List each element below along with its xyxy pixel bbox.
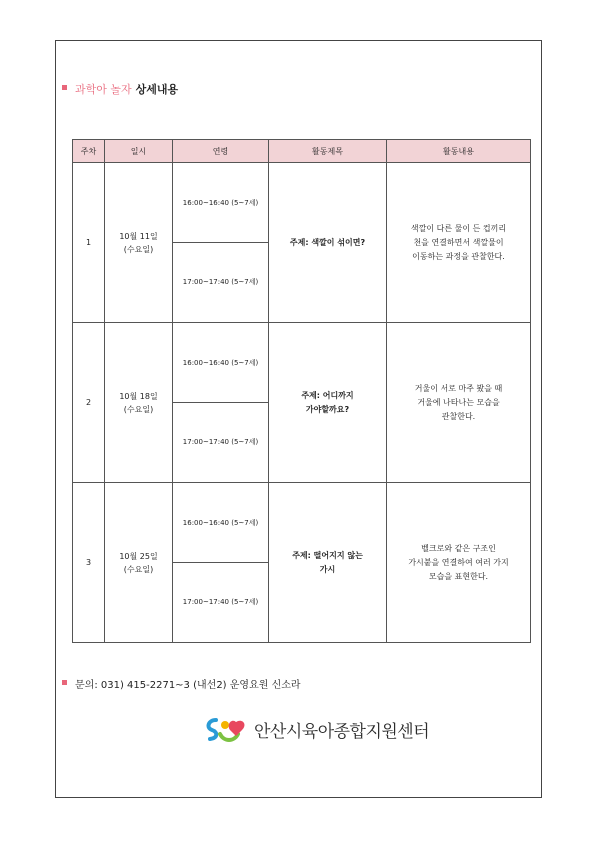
header-age: 연령 [173,140,269,163]
activity-title-cell [269,483,387,643]
activity-title-cell [269,163,387,323]
header-week: 주차 [73,140,105,163]
table-row [73,163,531,323]
heading-bold: 상세내용 [135,83,179,96]
table-row [73,483,531,643]
day-text: (수요일) [123,564,154,574]
activity-content-line: 거울에 나타나는 모습을 [417,397,500,407]
time-slot: 17:00~17:40 (5~7세) [182,438,259,446]
time-slot: 16:00~16:40 (5~7세) [173,164,268,243]
activity-title-line: 주제: 어디까지 [301,390,354,400]
header-content: 활동내용 [387,140,531,163]
date-cell [105,323,173,483]
activity-content-line: 가시붙을 연결하여 여러 가지 [408,557,509,567]
time-cell [173,483,269,643]
heading-light: 과학아 놀자 [75,83,132,96]
heading-bullet [62,85,67,90]
activity-content-cell [387,323,531,483]
date-cell [105,163,173,323]
date-text: 10월 18일 [119,391,158,401]
table-header-row [73,140,531,163]
activity-content-cell [387,163,531,323]
activity-content-line: 벨크로와 같은 구조인 [421,543,496,553]
date-text: 10월 25일 [119,551,158,561]
activity-content-line: 색깔이 다른 물이 든 컵끼리 [410,223,507,233]
day-text: (수요일) [123,404,154,414]
header-date: 일시 [105,140,173,163]
activity-content-cell [387,483,531,643]
time-cell [173,323,269,483]
header-title: 활동제목 [269,140,387,163]
activity-content-line: 관찰한다. [441,411,476,421]
activity-content-line: 거울이 서로 마주 봤을 때 [414,383,503,393]
activity-title-line: 주제: 떨어지지 않는 [292,550,363,560]
contact-bullet [62,680,67,685]
activity-title-cell [269,323,387,483]
activity-content-line: 이동하는 과정을 관찰한다. [412,251,505,261]
contact-info: 문의: 031) 415-2271~3 (내선2) 운영요원 신소라 [75,680,301,691]
activity-content-line: 모습을 표현한다. [428,571,489,581]
table-row [73,323,531,483]
week-cell: 3 [73,483,105,643]
day-text: (수요일) [123,244,154,254]
activity-title-line: 주제: 색깔이 섞이면? [289,237,366,247]
date-text: 10월 11일 [119,231,158,241]
date-cell [105,483,173,643]
activity-content-line: 천을 연결하면서 색깔물이 [413,237,504,247]
time-slot: 16:00~16:40 (5~7세) [173,484,268,563]
logo-text: 안산시육아종합지원센터 [254,721,430,742]
section-heading [75,81,178,97]
week-cell: 1 [73,163,105,323]
time-cell [173,163,269,323]
time-slot: 17:00~17:40 (5~7세) [182,598,259,606]
time-slot: 16:00~16:40 (5~7세) [173,324,268,403]
organization-logo [202,713,429,745]
activity-title-line: 가야할까요? [305,404,350,414]
logo-mark-icon [202,714,250,744]
week-cell: 2 [73,323,105,483]
time-slot: 17:00~17:40 (5~7세) [182,278,259,286]
activity-title-line: 가시 [319,564,336,574]
schedule-table [72,139,531,643]
